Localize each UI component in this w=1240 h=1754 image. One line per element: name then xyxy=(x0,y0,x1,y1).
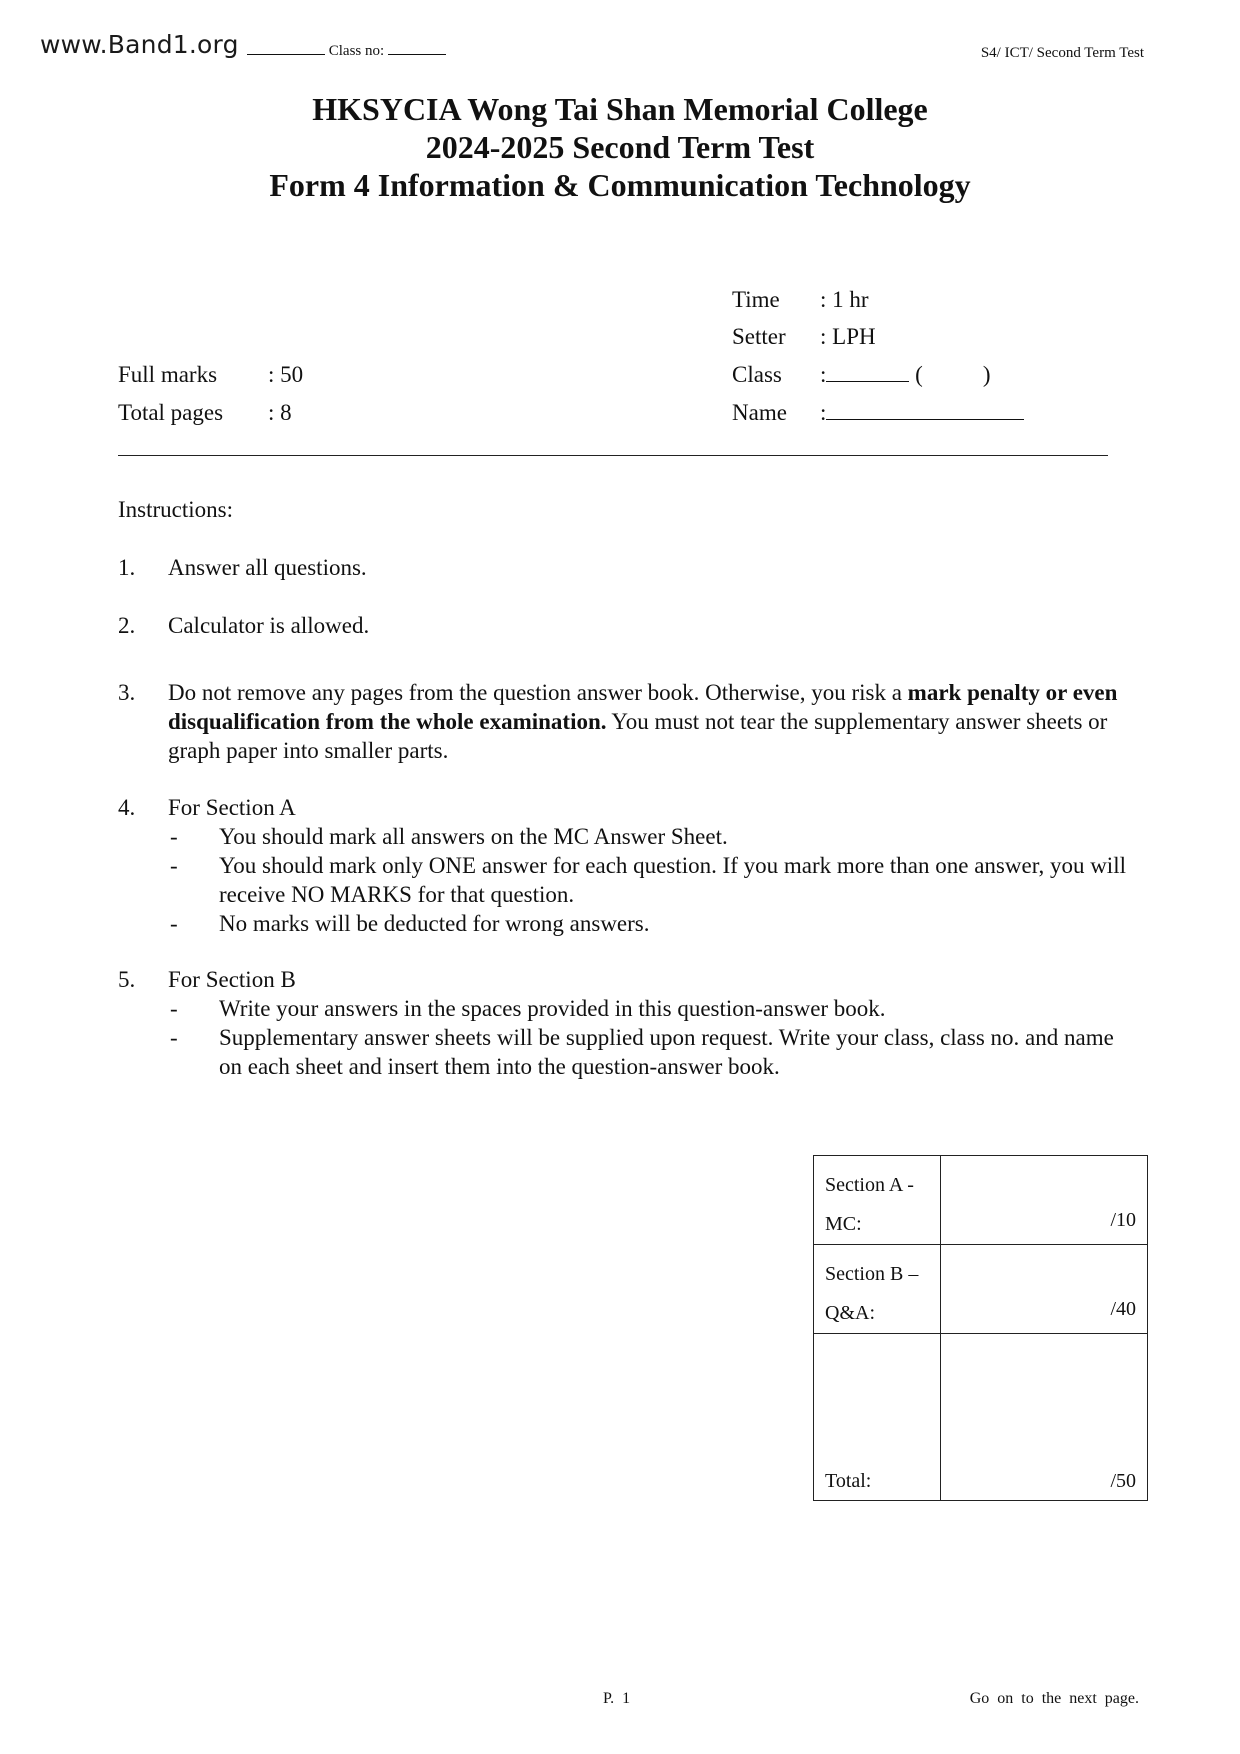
info-name: Name : xyxy=(732,398,1024,428)
class-no-header xyxy=(247,43,446,60)
info-total-pages: Total pages : 8 xyxy=(118,400,292,425)
bullet: Write your answers in the spaces provided in this question-answer book. xyxy=(219,996,886,1021)
title-school: HKSYCIA Wong Tai Shan Memorial College xyxy=(312,91,928,127)
score-row-total: Total: /50 xyxy=(814,1334,1148,1501)
penalty-warning: mark penalty or even disqualification from the whole examination. xyxy=(168,680,1118,734)
section-a-score-cell[interactable]: /10 xyxy=(941,1156,1148,1245)
section-b-score-cell[interactable]: /40 xyxy=(941,1245,1148,1334)
name-field[interactable] xyxy=(826,419,1024,420)
info-time: Time : 1 hr xyxy=(732,287,869,312)
bullet: No marks will be deducted for wrong answers. xyxy=(219,911,650,936)
total-score-cell[interactable]: /50 xyxy=(941,1334,1148,1501)
instruction-5: 5. For Section B - Write your answers in the spaces provided in this question-answer book. - Supplementary answer sheets will be supplied upon request. Write your class, class no. and name on each sheet and insert them into the question-answer book. xyxy=(0,965,1240,1085)
watermark: www.Band1.org xyxy=(40,30,239,59)
blank-line xyxy=(247,54,325,55)
bullet: Supplementary answer sheets will be supplied upon request. Write your class, class no. and name on each sheet and insert them into the question-answer book. xyxy=(219,1025,1114,1079)
document-title xyxy=(0,90,1240,204)
instructions-heading: Instructions: xyxy=(118,497,233,522)
class-field[interactable] xyxy=(826,381,909,382)
header-right-label: S4/ ICT/ Second Term Test xyxy=(980,45,1144,61)
instruction-4: 4. For Section A - You should mark all answers on the MC Answer Sheet. - You should mark only ONE answer for each question. If you mark more than one answer, you will receive NO MARKS for that question. - No marks will be deducted for wrong answers. xyxy=(0,793,1240,943)
score-table xyxy=(813,1155,1148,1501)
title-test: 2024-2025 Second Term Test xyxy=(425,129,815,165)
class-no-label: Class no: xyxy=(328,43,385,59)
divider xyxy=(118,455,1108,456)
score-row-section-b: Section B – Q&A: /40 xyxy=(814,1245,1148,1334)
bullet: You should mark only ONE answer for each question. If you mark more than one answer, you will receive NO MARKS for that question. xyxy=(219,853,1126,907)
class-no-blank xyxy=(388,54,446,55)
info-setter: Setter : LPH xyxy=(732,324,876,349)
score-row-section-a: Section A - MC: /10 xyxy=(814,1156,1148,1245)
info-class: Class : ( ) xyxy=(732,362,991,387)
bullet: You should mark all answers on the MC Answer Sheet. xyxy=(219,824,728,849)
page-number: P. 1 xyxy=(603,1690,631,1707)
info-full-marks: Full marks : 50 xyxy=(118,362,304,387)
title-subject: Form 4 Information & Communication Technology xyxy=(269,167,971,203)
next-page-note: Go on to the next page. xyxy=(969,1690,1139,1707)
